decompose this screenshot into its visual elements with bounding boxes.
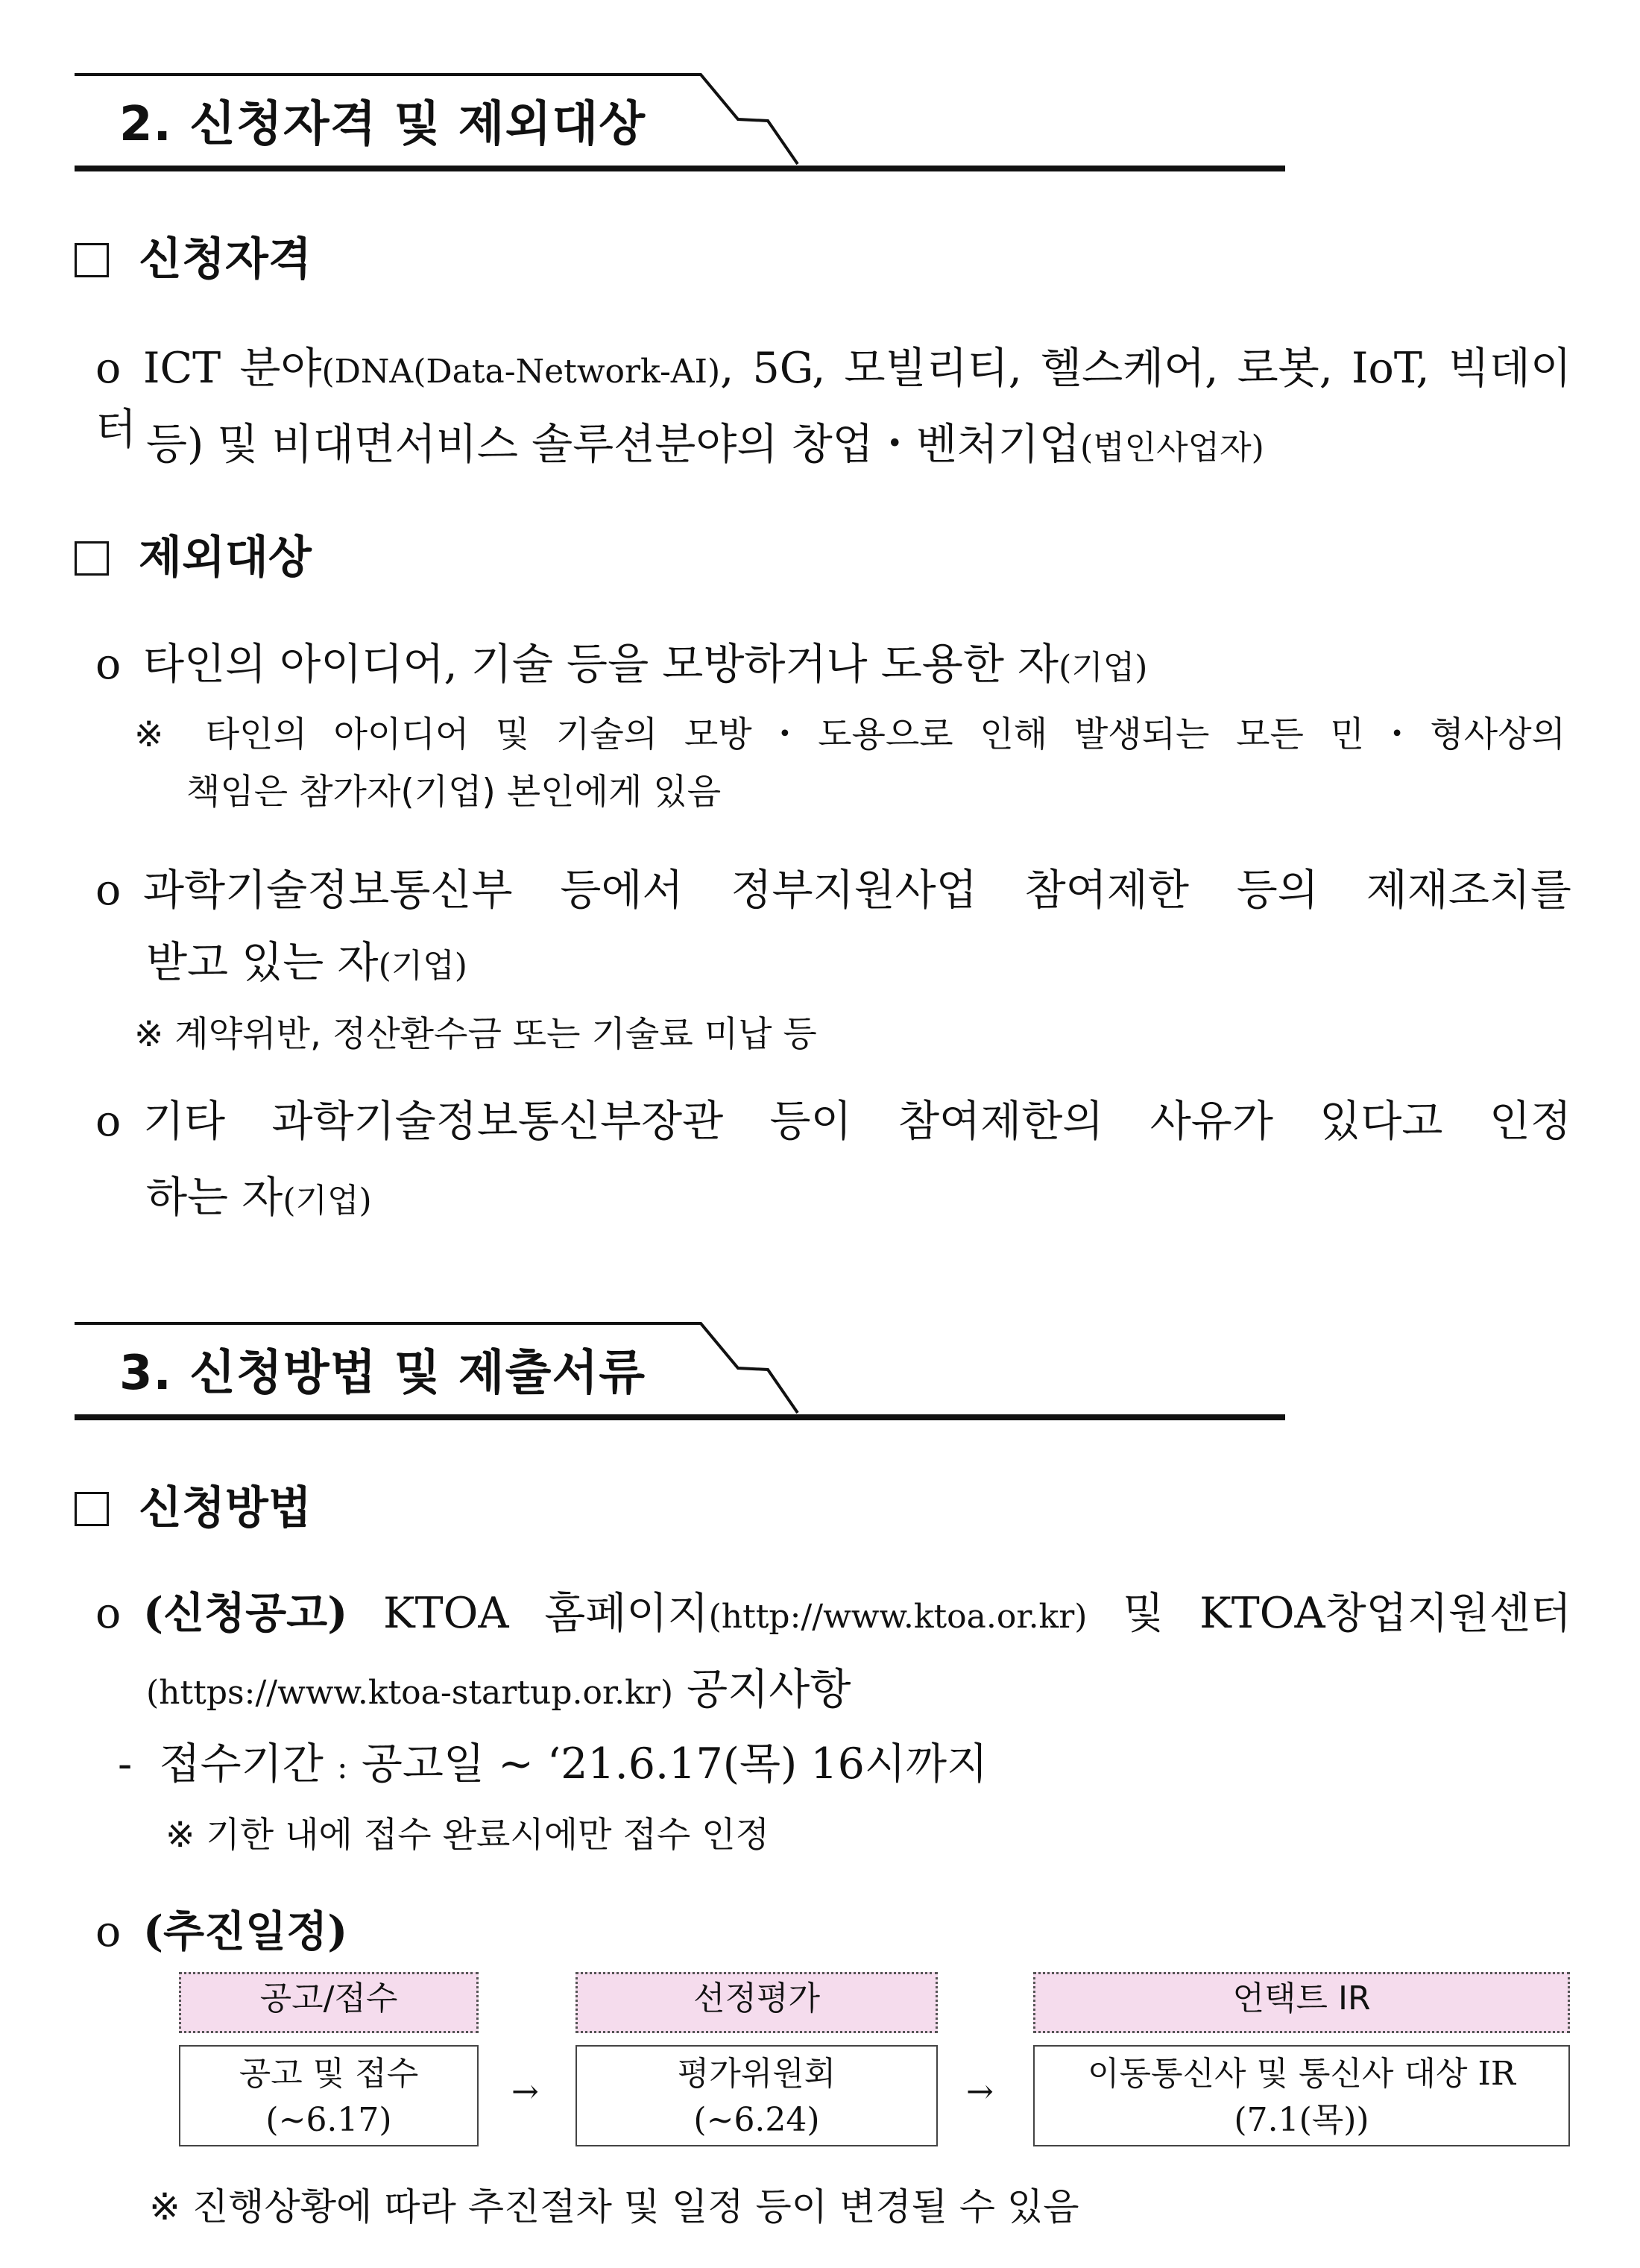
checkbox-square-icon <box>75 243 109 277</box>
step-1-body: 공고 및 접수 (∼6.17) <box>179 2045 479 2146</box>
method-heading: 신청방법 <box>75 1472 312 1537</box>
deadline-note: ※ 기한 내에 접수 완료시에만 접수 인정 <box>165 1815 770 1856</box>
checkbox-square-icon <box>75 1492 109 1526</box>
exclusion-item-3-line1: o 기타 과학기술정보통신부장관 등이 참여제한의 사유가 있다고 인정 <box>95 1097 1571 1146</box>
checkbox-square-icon <box>75 541 109 576</box>
eligibility-item-line1: o ICT 분야(DNA(Data-Network-AI), 5G, 모빌리티, 헬스케어, 로봇, IoT, 빅데이터 <box>95 344 1571 454</box>
schedule-label: o (추진일정) <box>95 1906 348 1956</box>
application-period: - 접수기간 : 공고일 ~ ‘21.6.17(목) 16시까지 <box>118 1739 988 1789</box>
notice-line1: o (신청공고) KTOA 홈페이지(http://www.ktoa.or.kr) 및 KTOA창업지원센터 <box>95 1588 1571 1638</box>
schedule-note: ※ 진행상황에 따라 추진절차 및 일정 등이 변경될 수 있음 <box>149 2185 1079 2228</box>
exclusion-heading: 제외대상 <box>75 522 312 586</box>
exclusion-item-3-line2: 하는 자(기업) <box>146 1173 372 1222</box>
section-2-title: 2. 신청자격 및 제외대상 <box>119 97 646 152</box>
exclusion-item-2-line2: 받고 있는 자(기업) <box>146 938 467 987</box>
bullet: o <box>95 344 122 393</box>
exclusion-note-2: ※ 계약위반, 정산환수금 또는 기술료 미납 등 <box>134 1014 817 1055</box>
eligibility-item-line2: 등) 및 비대면서비스 솔루션분야의 창업・벤처기업(법인사업자) <box>146 420 1264 469</box>
arrow-icon: → <box>511 2073 539 2111</box>
step-3-body: 이동통신사 및 통신사 대상 IR (7.1(목)) <box>1033 2045 1570 2146</box>
step-3-header: 언택트 IR <box>1033 1972 1570 2033</box>
exclusion-item-2-line1: o 과학기술정보통신부 등에서 정부지원사업 참여제한 등의 제재조치를 <box>95 866 1571 915</box>
step-2-body: 평가위원회 (∼6.24) <box>575 2045 938 2146</box>
step-1-header: 공고/접수 <box>179 1972 479 2033</box>
exclusion-item-1: o 타인의 아이디어, 기술 등을 모방하거나 도용한 자(기업) <box>95 640 1148 689</box>
exclusion-note-1-line1: ※ 타인의 아이디어 및 기술의 모방・도용으로 인해 발생되는 모든 민・형사상의 <box>134 714 1565 755</box>
arrow-icon: → <box>966 2073 994 2111</box>
notice-line2: (https://www.ktoa-startup.or.kr) 공지사항 <box>146 1665 851 1714</box>
step-2-header: 선정평가 <box>575 1972 938 2033</box>
eligibility-heading: 신청자격 <box>75 224 312 288</box>
exclusion-note-1-line2: 책임은 참가자(기업) 본인에게 있음 <box>186 772 722 813</box>
section-3-title: 3. 신청방법 및 제출서류 <box>119 1346 646 1401</box>
